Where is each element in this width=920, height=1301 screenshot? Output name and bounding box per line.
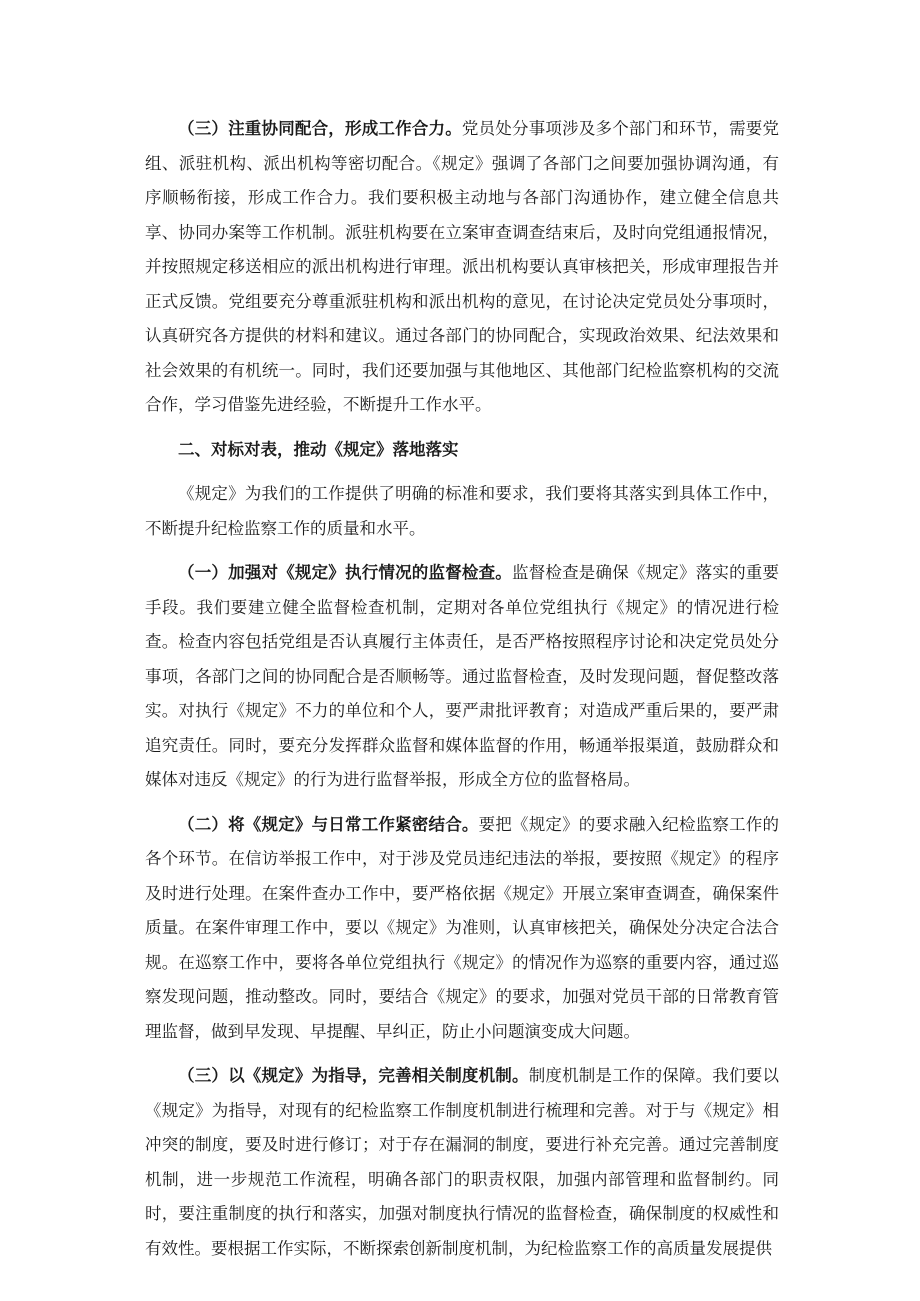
paragraph-lead: （三）注重协同配合，形成工作合力。 (178, 119, 462, 138)
paragraph-supervision (145, 556, 779, 798)
paragraph-daily-work (145, 808, 779, 1050)
section-heading: 二、对标对表，推动《规定》落地落实 (178, 439, 459, 459)
paragraph-text: 党员处分事项涉及多个部门和环节，需要党组、派驻机构、派出机构等密切配合。《规定》强调了各部门之间要加强协调沟通，有序顺畅衔接，形成工作合力。我们要积极主动地与各部门沟通协作，建立健全信息共享、协同办案等工作机制。派驻机构要在立案审查调查结束后，及时向党组通报情况，并按照规定移送相应的派出机构进行审理。派出机构要认真审核把关，形成审理报告并正式反馈。党组要充分尊重派驻机构和派出机构的意见，在讨论决定党员处分事项时，认真研究各方提供的材料和建议。通过各部门的协同配合，实现政治效果、纪法效果和社会效果的有机统一。同时，我们还要加强与其他地区、其他部门纪检监察机构的交流合作，学习借鉴先进经验，不断提升工作水平。 (145, 119, 780, 414)
document-body (145, 112, 779, 1276)
paragraph-text: 要把《规定》的要求融入纪检监察工作的各个环节。在信访举报工作中，对于涉及党员违纪违法的举报，要按照《规定》的程序及时进行处理。在案件查办工作中，要严格依据《规定》开展立案审查调查，确保案件质量。在案件审理工作中，要以《规定》为准则，认真审核把关，确保处分决定合法合规。在巡察工作中，要将各单位党组执行《规定》的情况作为巡察的重要内容，通过巡察发现问题，推动整改。同时，要结合《规定》的要求，加强对党员干部的日常教育管理监督，做到早发现、早提醒、早纠正，防止小问题演变成大问题。 (145, 814, 780, 1041)
paragraph-coordination (145, 112, 779, 423)
paragraph-text: 《规定》为我们的工作提供了明确的标准和要求，我们要将其落实到具体工作中，不断提升纪检监察工作的质量和水平。 (145, 484, 779, 538)
paragraph-text: 监督检查是确保《规定》落实的重要手段。我们要建立健全监督检查机制，定期对各单位党组执行《规定》的情况进行检查。检查内容包括党组是否认真履行主体责任，是否严格按照程序讨论和决定党员处分事项，各部门之间的协同配合是否顺畅等。通过监督检查，及时发现问题，督促整改落实。对执行《规定》不力的单位和个人，要严肃批评教育；对造成严重后果的，要严肃追究责任。同时，要充分发挥群众监督和媒体监督的作用，畅通举报渠道，鼓励群众和媒体对违反《规定》的行为进行监督举报，形成全方位的监督格局。 (145, 563, 780, 789)
paragraph-text: 制度机制是工作的保障。我们要以《规定》为指导，对现有的纪检监察工作制度机制进行梳理和完善。对于与《规定》相冲突的制度，要及时进行修订；对于存在漏洞的制度，要进行补充完善。通过完善制度机制，进一步规范工作流程，明确各部门的职责权限，加强内部管理和监督制约。同时，要注重制度的执行和落实，加强对制度执行情况的监督检查，确保制度的权威性和有效性。要根据工作实际，不断探索创新制度机制，为纪检监察工作的高质量发展提供 (145, 1066, 780, 1258)
paragraph-lead: （二）将《规定》与日常工作紧密结合。 (178, 814, 479, 834)
paragraph-lead: （三）以《规定》为指导，完善相关制度机制。 (178, 1066, 529, 1085)
paragraph-lead: （一）加强对《规定》执行情况的监督检查。 (178, 563, 512, 582)
paragraph-intro (145, 477, 779, 546)
paragraph-mechanisms (145, 1059, 779, 1266)
